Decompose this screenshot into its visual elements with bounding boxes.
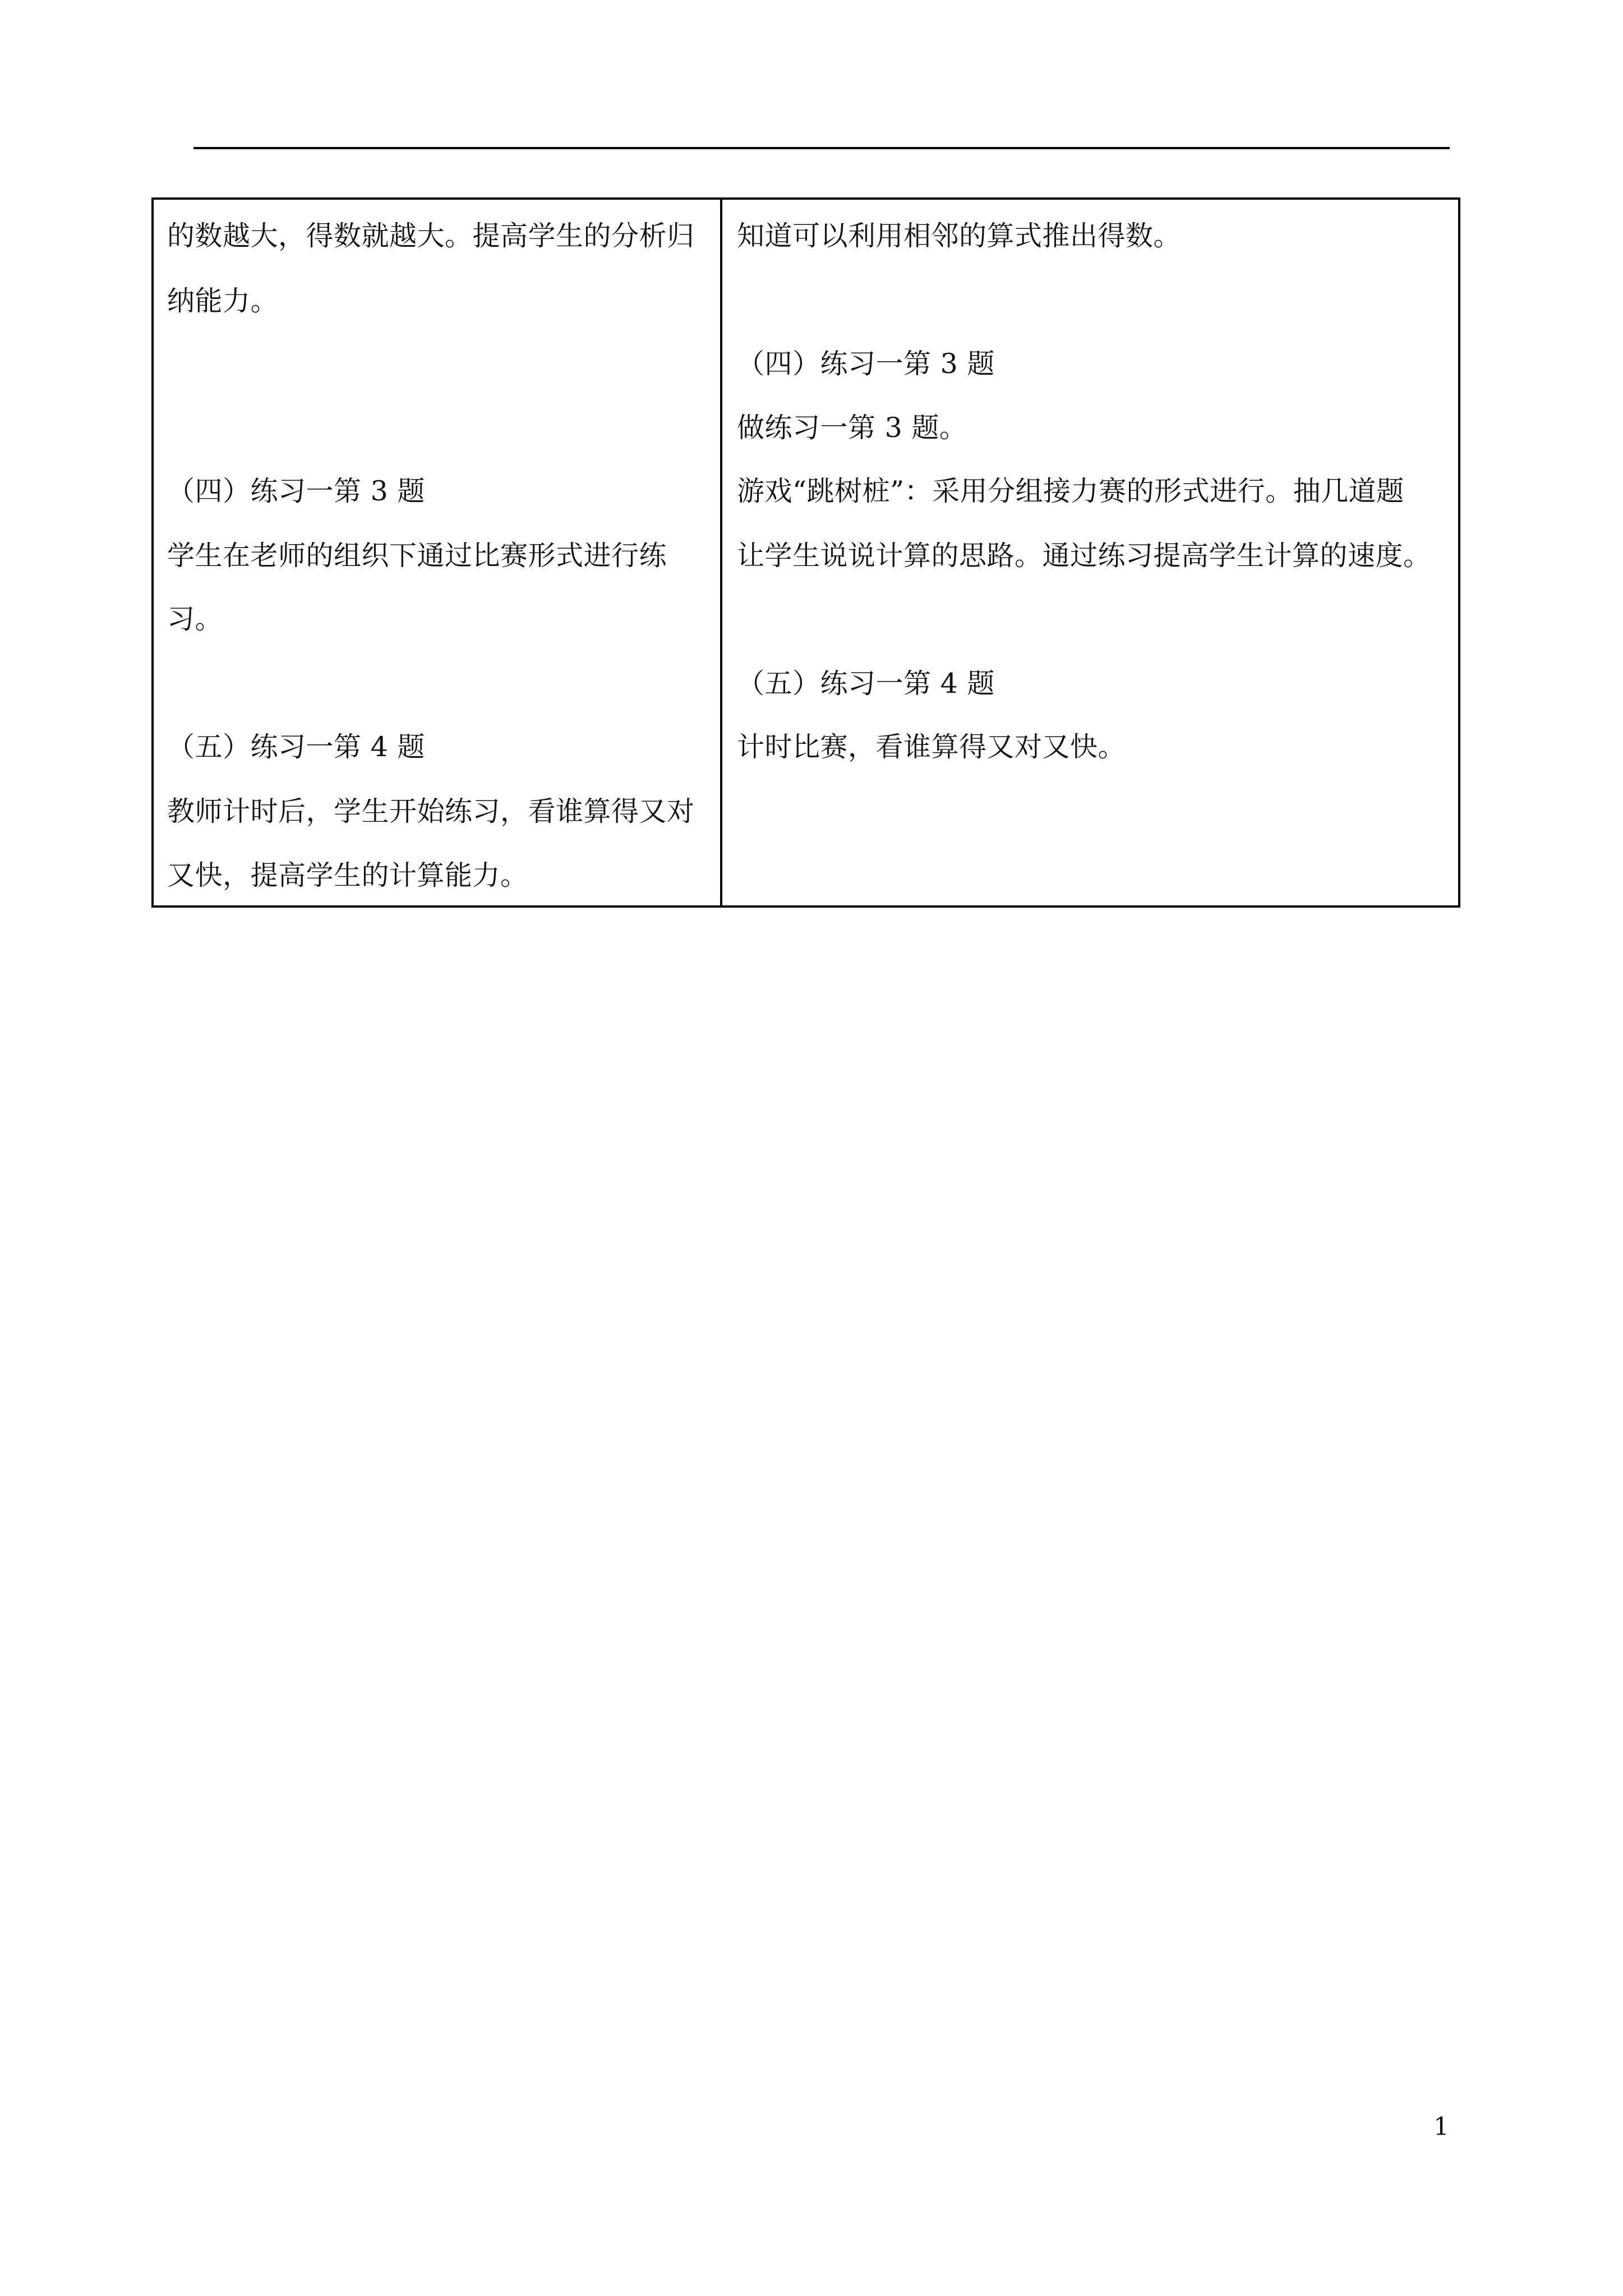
left-line-8: 又快，提高学生的计算能力。	[167, 859, 528, 891]
right-line-2: （四）练习一第 3 题	[737, 348, 995, 380]
right-line-3: 做练习一第 3 题。	[737, 412, 967, 444]
page-number: 1	[1433, 2113, 1449, 2141]
right-line-6: （五）练习一第 4 题	[737, 668, 995, 700]
right-line-7: 计时比赛，看谁算得又对又快。	[737, 731, 1126, 763]
student-activity-column	[154, 200, 722, 905]
left-line-5: 习。	[167, 603, 223, 635]
teacher-activity-column	[722, 200, 1458, 905]
left-line-1: 的数越大，得数就越大。提高学生的分析归	[167, 220, 695, 252]
left-line-3: （四）练习一第 3 题	[167, 475, 425, 507]
right-line-1: 知道可以利用相邻的算式推出得数。	[737, 220, 1182, 252]
header-rule	[193, 147, 1450, 149]
lesson-table	[151, 197, 1460, 908]
left-line-6: （五）练习一第 4 题	[167, 731, 425, 763]
right-line-4: 游戏“跳树桩”：采用分组接力赛的形式进行。抽几道题	[737, 475, 1404, 507]
right-line-5: 让学生说说计算的思路。通过练习提高学生计算的速度。	[737, 540, 1431, 572]
left-line-7: 教师计时后，学生开始练习，看谁算得又对	[167, 795, 695, 827]
left-line-4: 学生在老师的组织下通过比赛形式进行练	[167, 540, 667, 572]
left-line-2: 纳能力。	[167, 285, 279, 317]
